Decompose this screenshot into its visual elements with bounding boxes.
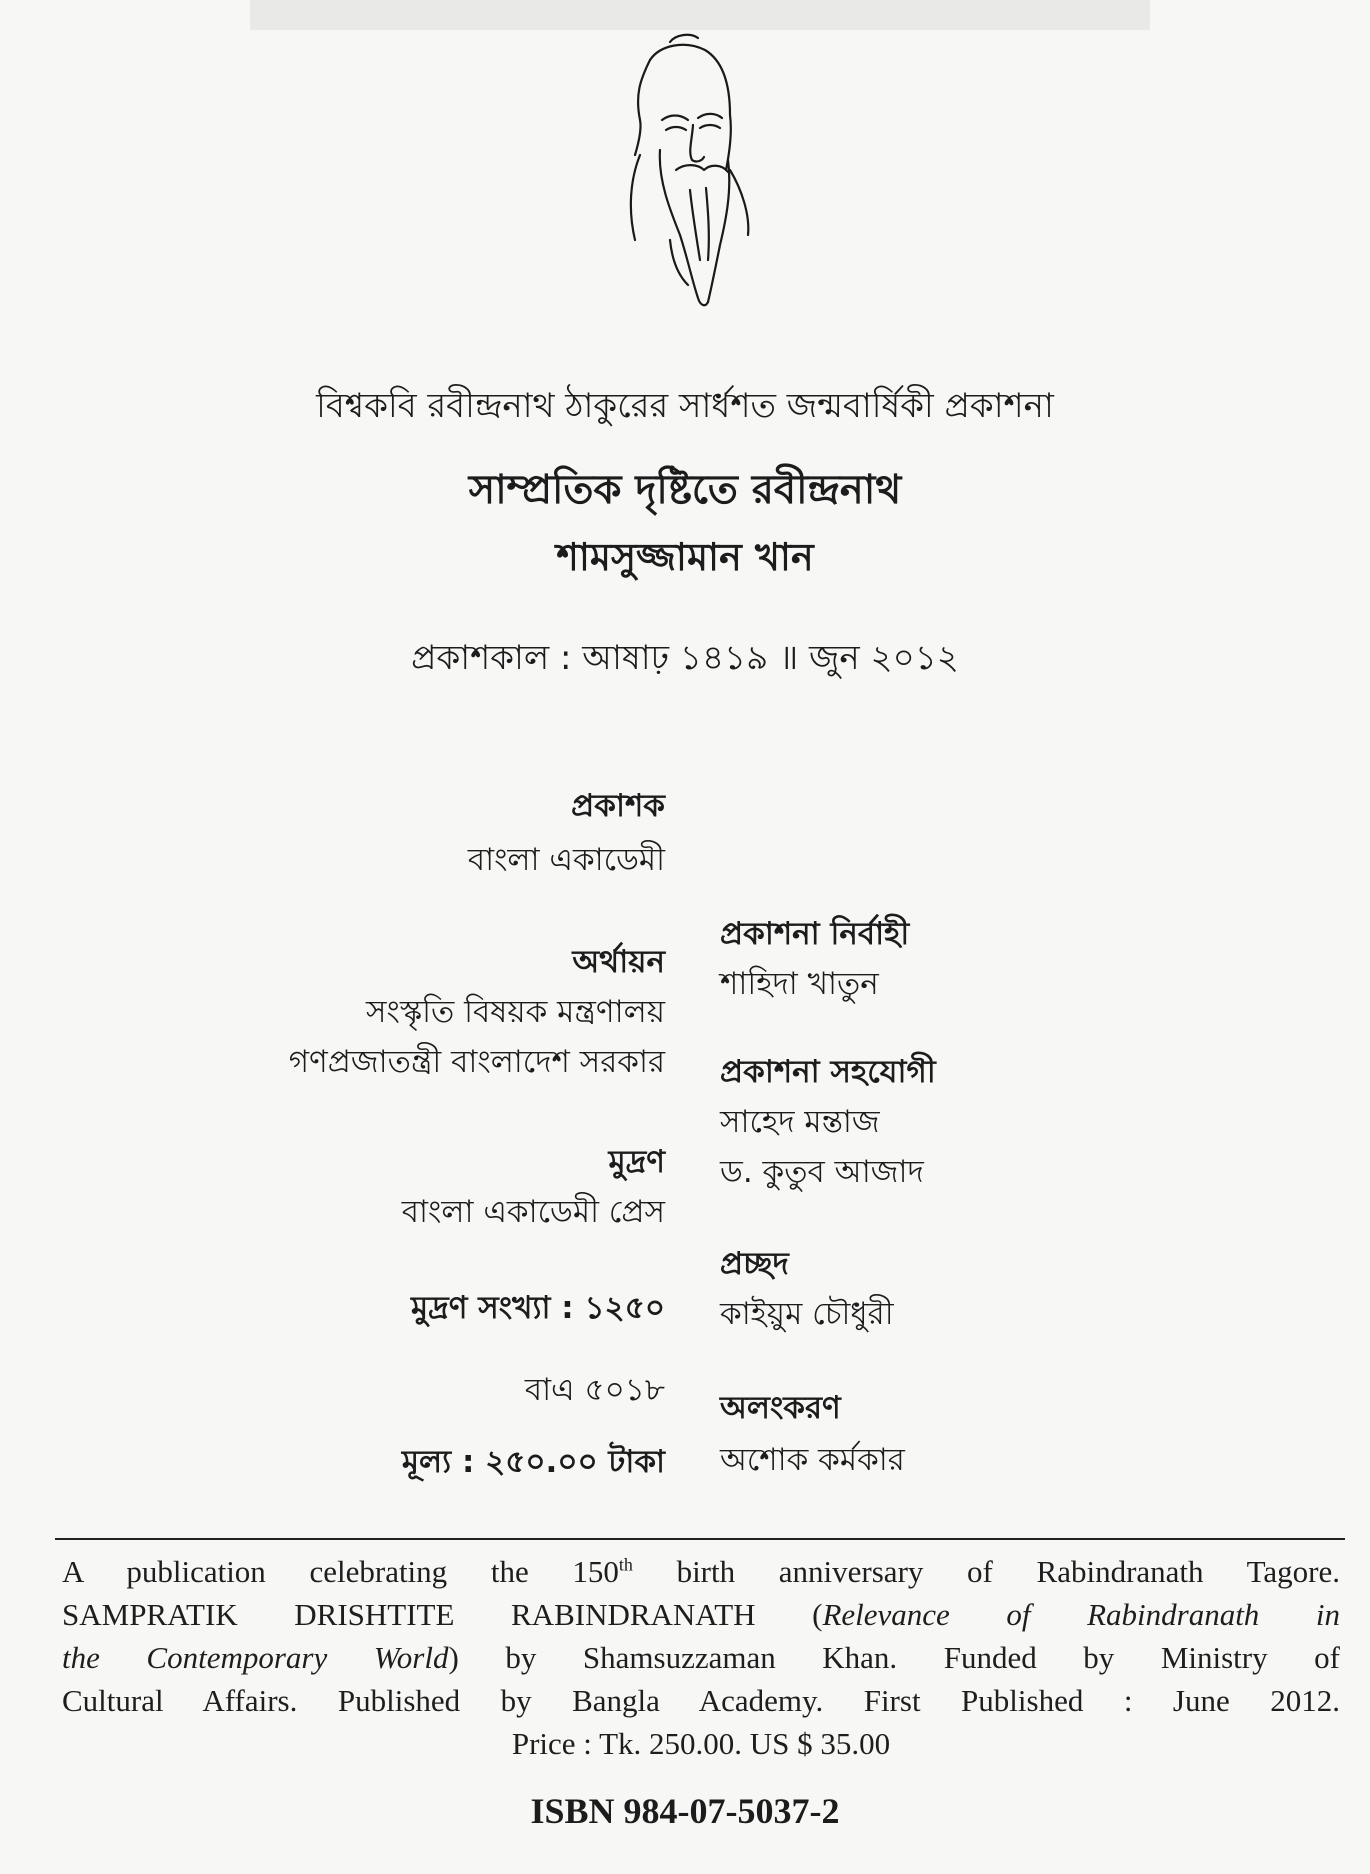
english-line-1: A publication celebrating the 150th birth anniversary of Rabindranath Tagore. [62, 1554, 1341, 1589]
executive-name: শাহিদা খাতুন [720, 966, 879, 1002]
english-imprint [62, 1550, 1340, 1765]
english-line-2: SAMPRATIK DRISHTITE RABINDRANATH (Relevance of Rabindranath in [62, 1597, 1340, 1632]
isbn: ISBN 984-07-5037-2 [530, 1791, 840, 1831]
publication-date: প্রকাশকাল : আষাঢ় ১৪১৯ ॥ জুন ২০১২ [411, 638, 959, 678]
assistant-name-1: সাহেদ মন্তাজ [720, 1104, 880, 1140]
divider-rule [55, 1538, 1345, 1540]
book-title: সাম্প্রতিক দৃষ্টিতে রবীন্দ্রনাথ [468, 467, 902, 513]
illustrator-name: অশোক কর্মকার [720, 1442, 905, 1478]
printer-name: বাংলা একাডেমী প্রেস [401, 1194, 665, 1230]
assistant-label: প্রকাশনা সহযোগী [720, 1054, 936, 1090]
executive-label: প্রকাশনা নির্বাহী [720, 916, 910, 952]
english-price: Price : Tk. 250.00. US $ 35.00 [511, 1726, 891, 1761]
ba-number: বাএ ৫০১৮ [524, 1372, 665, 1408]
tagore-portrait-sketch [580, 20, 780, 340]
cover-artist: কাইয়ুম চৌধুরী [720, 1296, 894, 1332]
price-bangla: মূল্য : ২৫০.০০ টাকা [401, 1444, 665, 1480]
funding-line2: গণপ্রজাতন্ত্রী বাংলাদেশ সরকার [288, 1044, 665, 1080]
printing-label: মুদ্রণ [608, 1144, 665, 1180]
cover-label: প্রচ্ছদ [720, 1246, 789, 1282]
publisher-name: বাংলা একাডেমী [467, 842, 665, 878]
funding-line1: সংস্কৃতি বিষয়ক মন্ত্রণালয় [366, 994, 665, 1030]
print-count: মুদ্রণ সংখ্যা : ১২৫০ [410, 1290, 665, 1326]
publisher-label: প্রকাশক [571, 788, 665, 824]
author-name: শামসুজ্জামান খান [556, 535, 814, 579]
english-line-3: the Contemporary World) by Shamsuzzaman Khan. Funded by Ministry of [62, 1640, 1340, 1675]
assistant-name-2: ড. কুতুব আজাদ [720, 1154, 924, 1190]
funding-label: অর্থায়ন [572, 944, 665, 980]
series-line: বিশ্বকবি রবীন্দ্রনাথ ঠাকুরের সার্ধশত জন্মবার্ষিকী প্রকাশনা [316, 386, 1054, 426]
english-line-4: Cultural Affairs. Published by Bangla Academy. First Published : June 2012. [62, 1683, 1340, 1718]
illustration-label: অলংকরণ [720, 1390, 841, 1426]
